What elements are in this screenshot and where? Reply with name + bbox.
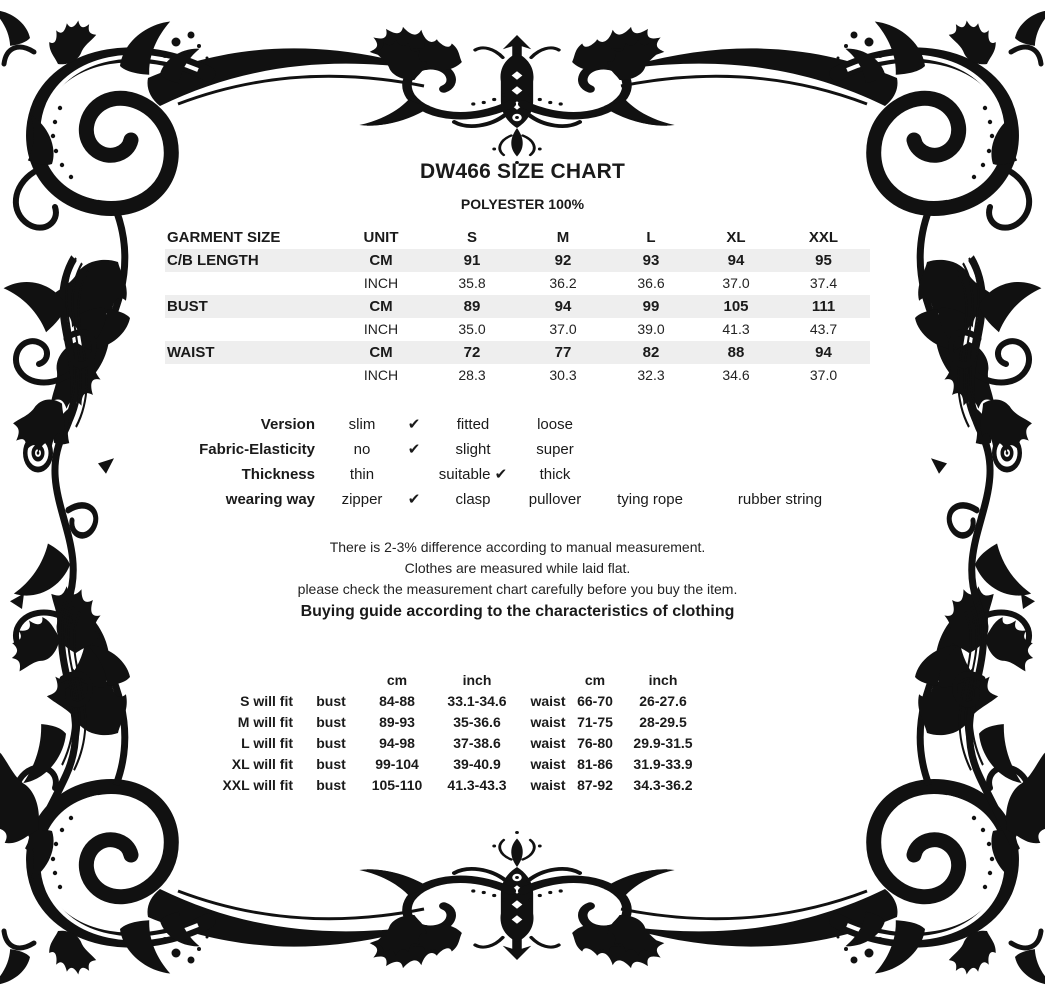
fit-row-xl [187, 754, 707, 775]
size-cell: 77 [554, 344, 572, 361]
attr-value [705, 412, 855, 437]
size-cell: 36.6 [637, 275, 665, 291]
fit-row-m [187, 712, 707, 733]
fit-cell: 66-70 [577, 693, 613, 709]
check-mark-icon: ✔ [407, 416, 421, 433]
fit-cell: 76-80 [577, 735, 613, 751]
unit-cell: CM [369, 298, 393, 315]
fit-header-cm: cm [386, 672, 408, 688]
attr-value: thin [349, 466, 375, 483]
fit-cell: 71-75 [577, 714, 613, 730]
row-label: BUST [167, 298, 208, 315]
attr-value: loose [537, 416, 573, 433]
fit-cell: 31.9-33.9 [633, 756, 693, 772]
size-cell: 32.3 [637, 367, 665, 383]
size-cell: 94 [727, 252, 745, 269]
attr-value: slim [348, 416, 376, 433]
size-table [165, 226, 870, 387]
size-cell: 72 [463, 344, 481, 361]
attr-value [705, 437, 855, 462]
attr-value [595, 462, 705, 487]
fit-cell: bust [316, 693, 346, 709]
fit-cell: 34.3-36.2 [633, 777, 693, 793]
fit-cell: 81-86 [577, 756, 613, 772]
size-cell: 28.3 [458, 367, 486, 383]
fit-cell: 89-93 [379, 714, 415, 730]
size-cell: 39.0 [637, 321, 665, 337]
attr-label: Version [260, 416, 315, 433]
attr-value: no [353, 441, 371, 458]
size-cell: 89 [463, 298, 481, 315]
note-line: please check the measurement chart carefully before you buy the item. [297, 581, 738, 597]
size-cell: 88 [727, 344, 745, 361]
attr-value: thick [539, 466, 571, 483]
attr-value: tying rope [617, 491, 683, 508]
fit-cell: waist [530, 756, 566, 772]
fit-header-blank [525, 670, 571, 691]
fit-cell: 105-110 [371, 777, 423, 793]
fit-cell: 87-92 [577, 777, 613, 793]
page-subtitle: POLYESTER 100% [460, 196, 585, 212]
fit-table-header-row [187, 670, 707, 691]
attr-value [705, 462, 855, 487]
fit-row-s [187, 691, 707, 712]
unit-cell: INCH [363, 367, 399, 383]
fit-cell: 28-29.5 [639, 714, 687, 730]
size-cell: 92 [554, 252, 572, 269]
size-header-m: M [556, 229, 570, 246]
attr-label: Thickness [241, 466, 315, 483]
size-cell: 94 [815, 344, 832, 361]
note-line: Clothes are measured while laid flat. [404, 560, 631, 576]
attr-row-thickness [165, 462, 855, 487]
size-row-waist-inch [165, 364, 870, 387]
attr-value: super [536, 441, 574, 458]
attr-row-version [165, 412, 855, 437]
fit-cell: bust [316, 777, 346, 793]
unit-cell: INCH [363, 321, 399, 337]
fit-table [187, 670, 707, 796]
fit-cell: 94-98 [379, 735, 415, 751]
size-row-bust-cm [165, 295, 870, 318]
fit-cell: 33.1-34.6 [447, 693, 507, 709]
size-row-bust-inch [165, 318, 870, 341]
attr-value: slight [455, 441, 491, 458]
fit-size-label: S will fit [240, 693, 293, 709]
fit-cell: waist [530, 777, 566, 793]
size-header-s: S [466, 229, 477, 246]
fit-row-l [187, 733, 707, 754]
row-label: C/B LENGTH [167, 252, 259, 269]
size-cell: 111 [811, 298, 836, 315]
size-cell: 35.8 [458, 275, 486, 291]
fit-size-label: M will fit [237, 714, 293, 730]
size-row-cb-length-inch [165, 272, 870, 295]
size-cell: 82 [642, 344, 660, 361]
fit-cell: 99-104 [375, 756, 419, 772]
fit-size-label: L will fit [241, 735, 293, 751]
size-header-l: L [646, 229, 656, 246]
attr-row-wearing-way [165, 487, 855, 512]
attr-value [595, 437, 705, 462]
size-cell: 105 [723, 298, 749, 315]
fit-cell: bust [316, 756, 346, 772]
size-cell: 30.3 [549, 367, 577, 383]
fit-size-label: XXL will fit [222, 777, 293, 793]
size-row-waist-cm [165, 341, 870, 364]
fit-cell: waist [530, 735, 566, 751]
size-cell: 91 [463, 252, 481, 269]
unit-cell: INCH [363, 275, 399, 291]
size-header-xl: XL [726, 229, 746, 246]
check-mark-icon: ✔ [407, 491, 421, 508]
fit-cell: 26-27.6 [639, 693, 687, 709]
size-cell: 93 [642, 252, 660, 269]
check-mark-icon [397, 462, 431, 487]
attr-value [595, 412, 705, 437]
size-header-unit: UNIT [363, 229, 399, 246]
unit-cell: CM [369, 252, 393, 269]
page-title: DW466 SIZE CHART [419, 160, 626, 183]
measurement-notes [0, 537, 1035, 600]
check-mark-icon: ✔ [407, 441, 421, 458]
size-cell: 41.3 [722, 321, 750, 337]
buying-guide-heading: Buying guide according to the characteristics of clothing [300, 603, 735, 620]
fit-header-inch: inch [462, 672, 492, 688]
fit-cell: 29.9-31.5 [633, 735, 693, 751]
fit-header-inch: inch [648, 672, 678, 688]
attr-value: suitable ✔ [438, 466, 508, 483]
size-cell: 94 [554, 298, 572, 315]
unit-cell: CM [369, 344, 393, 361]
fit-cell: waist [530, 693, 566, 709]
fit-size-label: XL will fit [231, 756, 293, 772]
size-cell: 37.0 [809, 367, 838, 383]
fit-cell: 35-36.6 [453, 714, 501, 730]
attr-value: rubber string [737, 491, 823, 508]
fit-cell: bust [316, 714, 346, 730]
attr-row-fabric-elasticity [165, 437, 855, 462]
size-cell: 37.4 [809, 275, 838, 291]
fit-cell: 39-40.9 [453, 756, 501, 772]
size-cell: 34.6 [722, 367, 750, 383]
size-cell: 37.0 [722, 275, 750, 291]
fit-header-blank [297, 670, 365, 691]
attr-value: zipper [341, 491, 383, 508]
size-header-garment-size: GARMENT SIZE [167, 229, 281, 246]
fit-cell: 37-38.6 [453, 735, 501, 751]
size-cell: 99 [642, 298, 660, 315]
size-row-cb-length-cm [165, 249, 870, 272]
fit-cell: bust [316, 735, 346, 751]
attr-value: pullover [528, 491, 582, 508]
size-cell: 36.2 [549, 275, 577, 291]
attr-value: clasp [455, 491, 491, 508]
row-label: WAIST [167, 344, 215, 361]
size-table-header-row [165, 226, 870, 249]
size-cell: 37.0 [549, 321, 577, 337]
attr-value: fitted [456, 416, 490, 433]
size-cell: 35.0 [458, 321, 486, 337]
attributes-section [165, 412, 855, 512]
fit-header-cm: cm [584, 672, 606, 688]
fit-cell: 41.3-43.3 [447, 777, 507, 793]
fit-row-xxl [187, 775, 707, 796]
size-header-xxl: XXL [808, 229, 839, 246]
note-line: There is 2-3% difference according to manual measurement. [329, 539, 706, 555]
attr-label: Fabric-Elasticity [199, 441, 315, 458]
attr-label: wearing way [225, 491, 315, 508]
size-cell: 95 [815, 252, 832, 269]
fit-cell: 84-88 [379, 693, 415, 709]
fit-cell: waist [530, 714, 566, 730]
fit-header-blank [187, 670, 297, 691]
size-cell: 43.7 [809, 321, 838, 337]
